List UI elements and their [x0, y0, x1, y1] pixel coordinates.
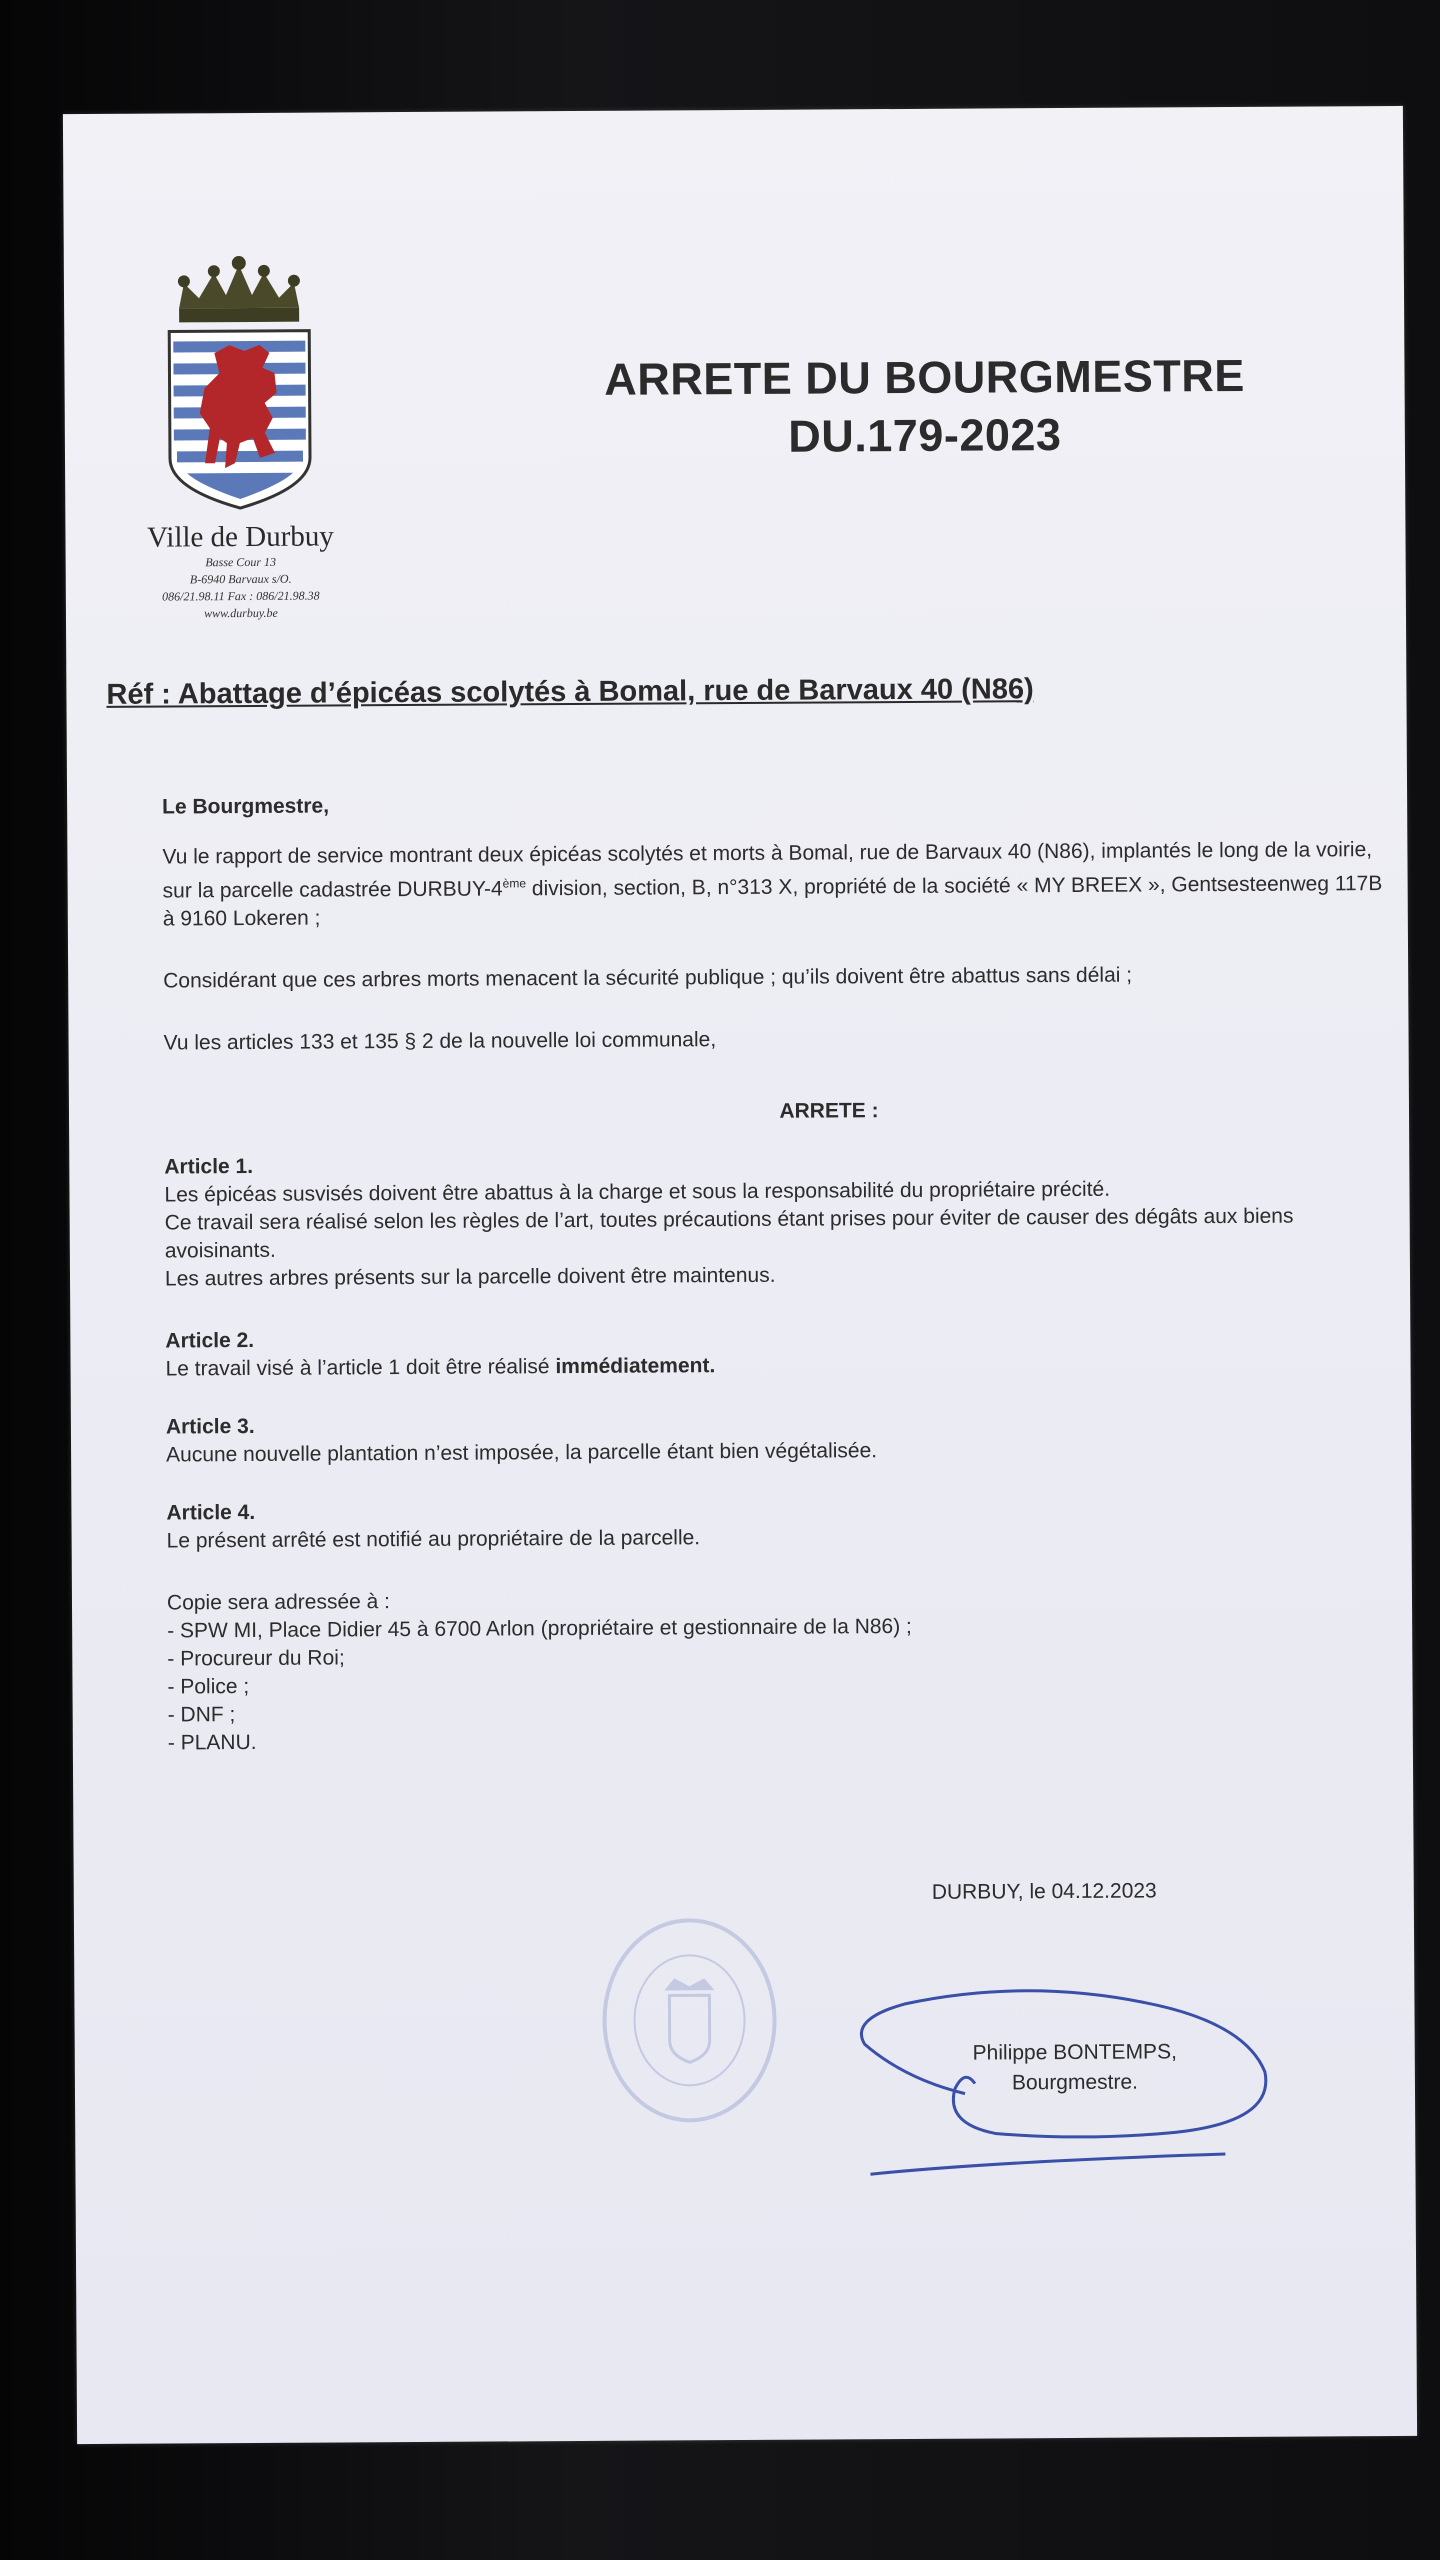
vu-articles-paragraph: Vu les articles 133 et 135 § 2 de la nouvelle loi communale, — [163, 1028, 717, 1055]
phone-fax-line: 086/21.98.11 Fax : 086/21.98.38 — [162, 588, 320, 604]
superscript: ème — [502, 876, 527, 891]
copie-item: - PLANU. — [167, 1730, 257, 1755]
copie-item: - Police ; — [167, 1675, 250, 1699]
copie-item: - SPW MI, Place Didier 45 à 6700 Arlon (propriétaire et gestionnaire de la N86) ; — [167, 1614, 912, 1643]
article-3-title: Article 3. — [165, 1414, 255, 1439]
article-1-line: Les autres arbres présents sur la parcelle doivent être maintenus. — [164, 1263, 776, 1291]
municipal-header — [134, 252, 346, 621]
vu-rapport-text-cont: division, section, B, n°313 X, propriété de la société « MY BREEX », Gentsesteenweg 117B à 9160 Lokeren ; — [162, 872, 1383, 931]
salutation: Le Bourgmestre, — [162, 794, 330, 819]
title-line-1: ARRETE DU BOURGMESTRE — [604, 349, 1245, 405]
arrete-heading: ARRETE : — [779, 1099, 879, 1123]
signer-block — [945, 2037, 1205, 2099]
article-1-title: Article 1. — [164, 1154, 254, 1179]
ville-name: Ville de Durbuy — [147, 520, 334, 554]
document-title — [564, 347, 1285, 467]
document-page — [63, 106, 1417, 2444]
document-body — [162, 786, 1398, 1757]
article-2-bold: immédiatement. — [555, 1354, 716, 1379]
article-3-text: Aucune nouvelle plantation n’est imposée, la parcelle étant bien végétalisée. — [166, 1439, 878, 1467]
article-4-text: Le présent arrêté est notifié au propriétaire de la parcelle. — [166, 1526, 701, 1553]
article-2-title: Article 2. — [165, 1328, 255, 1353]
date-line: DURBUY, le 04.12.2023 — [931, 1879, 1157, 1904]
website-line: www.durbuy.be — [204, 605, 278, 621]
official-stamp-icon — [594, 1910, 785, 2131]
article-2-plain: Le travail visé à l’article 1 doit être réalisé — [165, 1355, 556, 1381]
vu-rapport-paragraph — [162, 836, 1393, 934]
article-1-line: Les épicéas susvisés doivent être abattus à la charge et sous la responsabilité du propriétaire précité. — [164, 1177, 1111, 1207]
copie-item: - DNF ; — [167, 1703, 236, 1727]
signer-role: Bourgmestre. — [1011, 2070, 1139, 2095]
signer-name: Philippe BONTEMPS, — [972, 2040, 1177, 2065]
title-line-2: DU.179-2023 — [788, 409, 1062, 462]
address-line: Basse Cour 13 — [205, 554, 277, 570]
article-4-title: Article 4. — [166, 1500, 256, 1525]
copie-heading: Copie sera adressée à : — [166, 1590, 391, 1615]
coat-of-arms-icon — [164, 253, 316, 514]
reference-line: Réf : Abattage d’épicéas scolytés à Bomal, rue de Barvaux 40 (N86) — [106, 673, 1034, 711]
article-1-line: Ce travail sera réalisé selon les règles de l’art, toutes précautions étant prises pour éviter de causer des dégâts aux biens avoisinants. — [164, 1204, 1294, 1263]
considerant-paragraph: Considérant que ces arbres morts menacent la sécurité publique ; qu’ils doivent être abattus sans délai ; — [163, 963, 1133, 993]
copie-item: - Procureur du Roi; — [167, 1646, 345, 1671]
address-line: B-6940 Barvaux s/O. — [189, 571, 292, 587]
vu-rapport-text: Vu le rapport de service montrant deux épicéas scolytés et morts à Bomal, rue de Barvaux 40 (N86), implantés le long de la voirie, sur la parcelle cadastrée DURBUY-4 — [162, 838, 1373, 903]
